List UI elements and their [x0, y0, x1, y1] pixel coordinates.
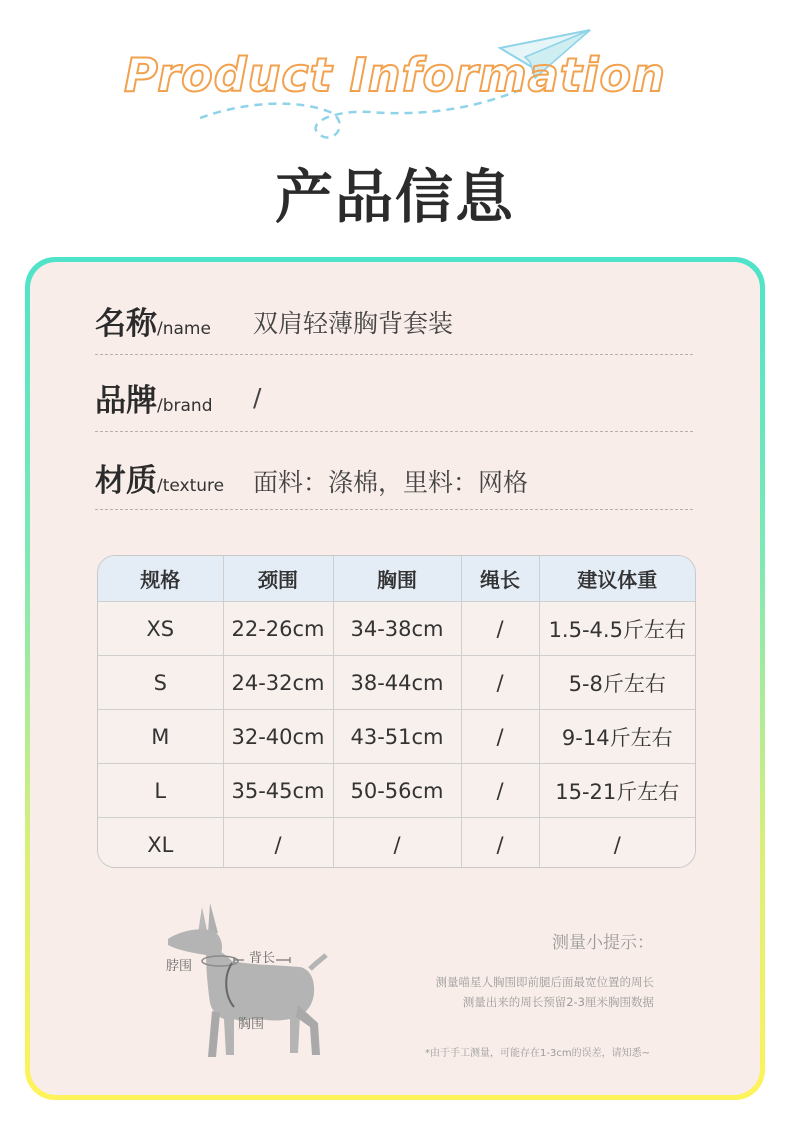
table-cell: 24-32cm: [223, 656, 333, 710]
label-cn: 品牌: [95, 383, 157, 419]
table-cell: 34-38cm: [333, 602, 461, 656]
table-row: [98, 656, 695, 710]
table-cell: 50-56cm: [333, 764, 461, 818]
info-value-name: 双肩轻薄胸背套装: [253, 309, 454, 338]
table-cell: XS: [98, 602, 223, 656]
table-cell: XL: [98, 818, 223, 869]
table-cell: /: [223, 818, 333, 869]
table-cell: 5-8斤左右: [539, 656, 695, 710]
table-cell: 9-14斤左右: [539, 710, 695, 764]
table-cell: /: [461, 764, 539, 818]
table-row: [98, 602, 695, 656]
table-cell: 32-40cm: [223, 710, 333, 764]
table-cell: /: [461, 818, 539, 869]
table-header: 颈围: [223, 556, 333, 602]
page-title: 产品信息: [274, 163, 515, 231]
table-cell: L: [98, 764, 223, 818]
label-en: /name: [157, 319, 211, 339]
neck-label: 脖围: [166, 959, 193, 974]
table-row: [98, 710, 695, 764]
table-cell: 15-21斤左右: [539, 764, 695, 818]
label-cn: 名称: [95, 306, 157, 342]
chest-label: 胸围: [238, 1017, 265, 1032]
tips-line-1: 测量喵星人胸围即前腿后面最宽位置的周长: [435, 975, 654, 989]
label-en: /brand: [157, 396, 213, 416]
table-cell: 38-44cm: [333, 656, 461, 710]
table-row: [98, 764, 695, 818]
title-english: Product Information: [124, 48, 666, 102]
tips-note: *由于手工测量，可能存在1-3cm的误差，请知悉~: [425, 1048, 650, 1059]
table-header-row: [98, 556, 695, 602]
table-cell: 22-26cm: [223, 602, 333, 656]
label-cn: 材质: [95, 463, 157, 499]
dog-silhouette-icon: [150, 895, 340, 1065]
info-label-brand: [95, 375, 213, 420]
info-label-texture: [95, 455, 224, 500]
tips-title: 测量小提示：: [552, 933, 654, 953]
info-label-name: [95, 298, 211, 343]
label-en: /texture: [157, 476, 225, 496]
size-table: [97, 555, 696, 868]
table-cell: S: [98, 656, 223, 710]
table-row: [98, 818, 695, 869]
table-cell: /: [461, 602, 539, 656]
table-header: 规格: [98, 556, 223, 602]
table-cell: /: [461, 656, 539, 710]
info-value-brand: /: [253, 383, 262, 412]
table-cell: M: [98, 710, 223, 764]
info-row-name: [95, 276, 693, 355]
tips-line-2: 测量出来的周长预留2-3厘米胸围数据: [462, 995, 654, 1009]
info-row-texture: [95, 431, 693, 510]
table-cell: /: [461, 710, 539, 764]
table-cell: /: [333, 818, 461, 869]
table-header: 绳长: [461, 556, 539, 602]
info-row-brand: [95, 353, 693, 432]
table-cell: 1.5-4.5斤左右: [539, 602, 695, 656]
info-value-texture: 面料：涤棉，里料：网格: [253, 468, 529, 497]
table-header: 建议体重: [539, 556, 695, 602]
table-header: 胸围: [333, 556, 461, 602]
table-cell: 35-45cm: [223, 764, 333, 818]
back-label: 背长: [249, 951, 276, 966]
table-cell: /: [539, 818, 695, 869]
table-cell: 43-51cm: [333, 710, 461, 764]
